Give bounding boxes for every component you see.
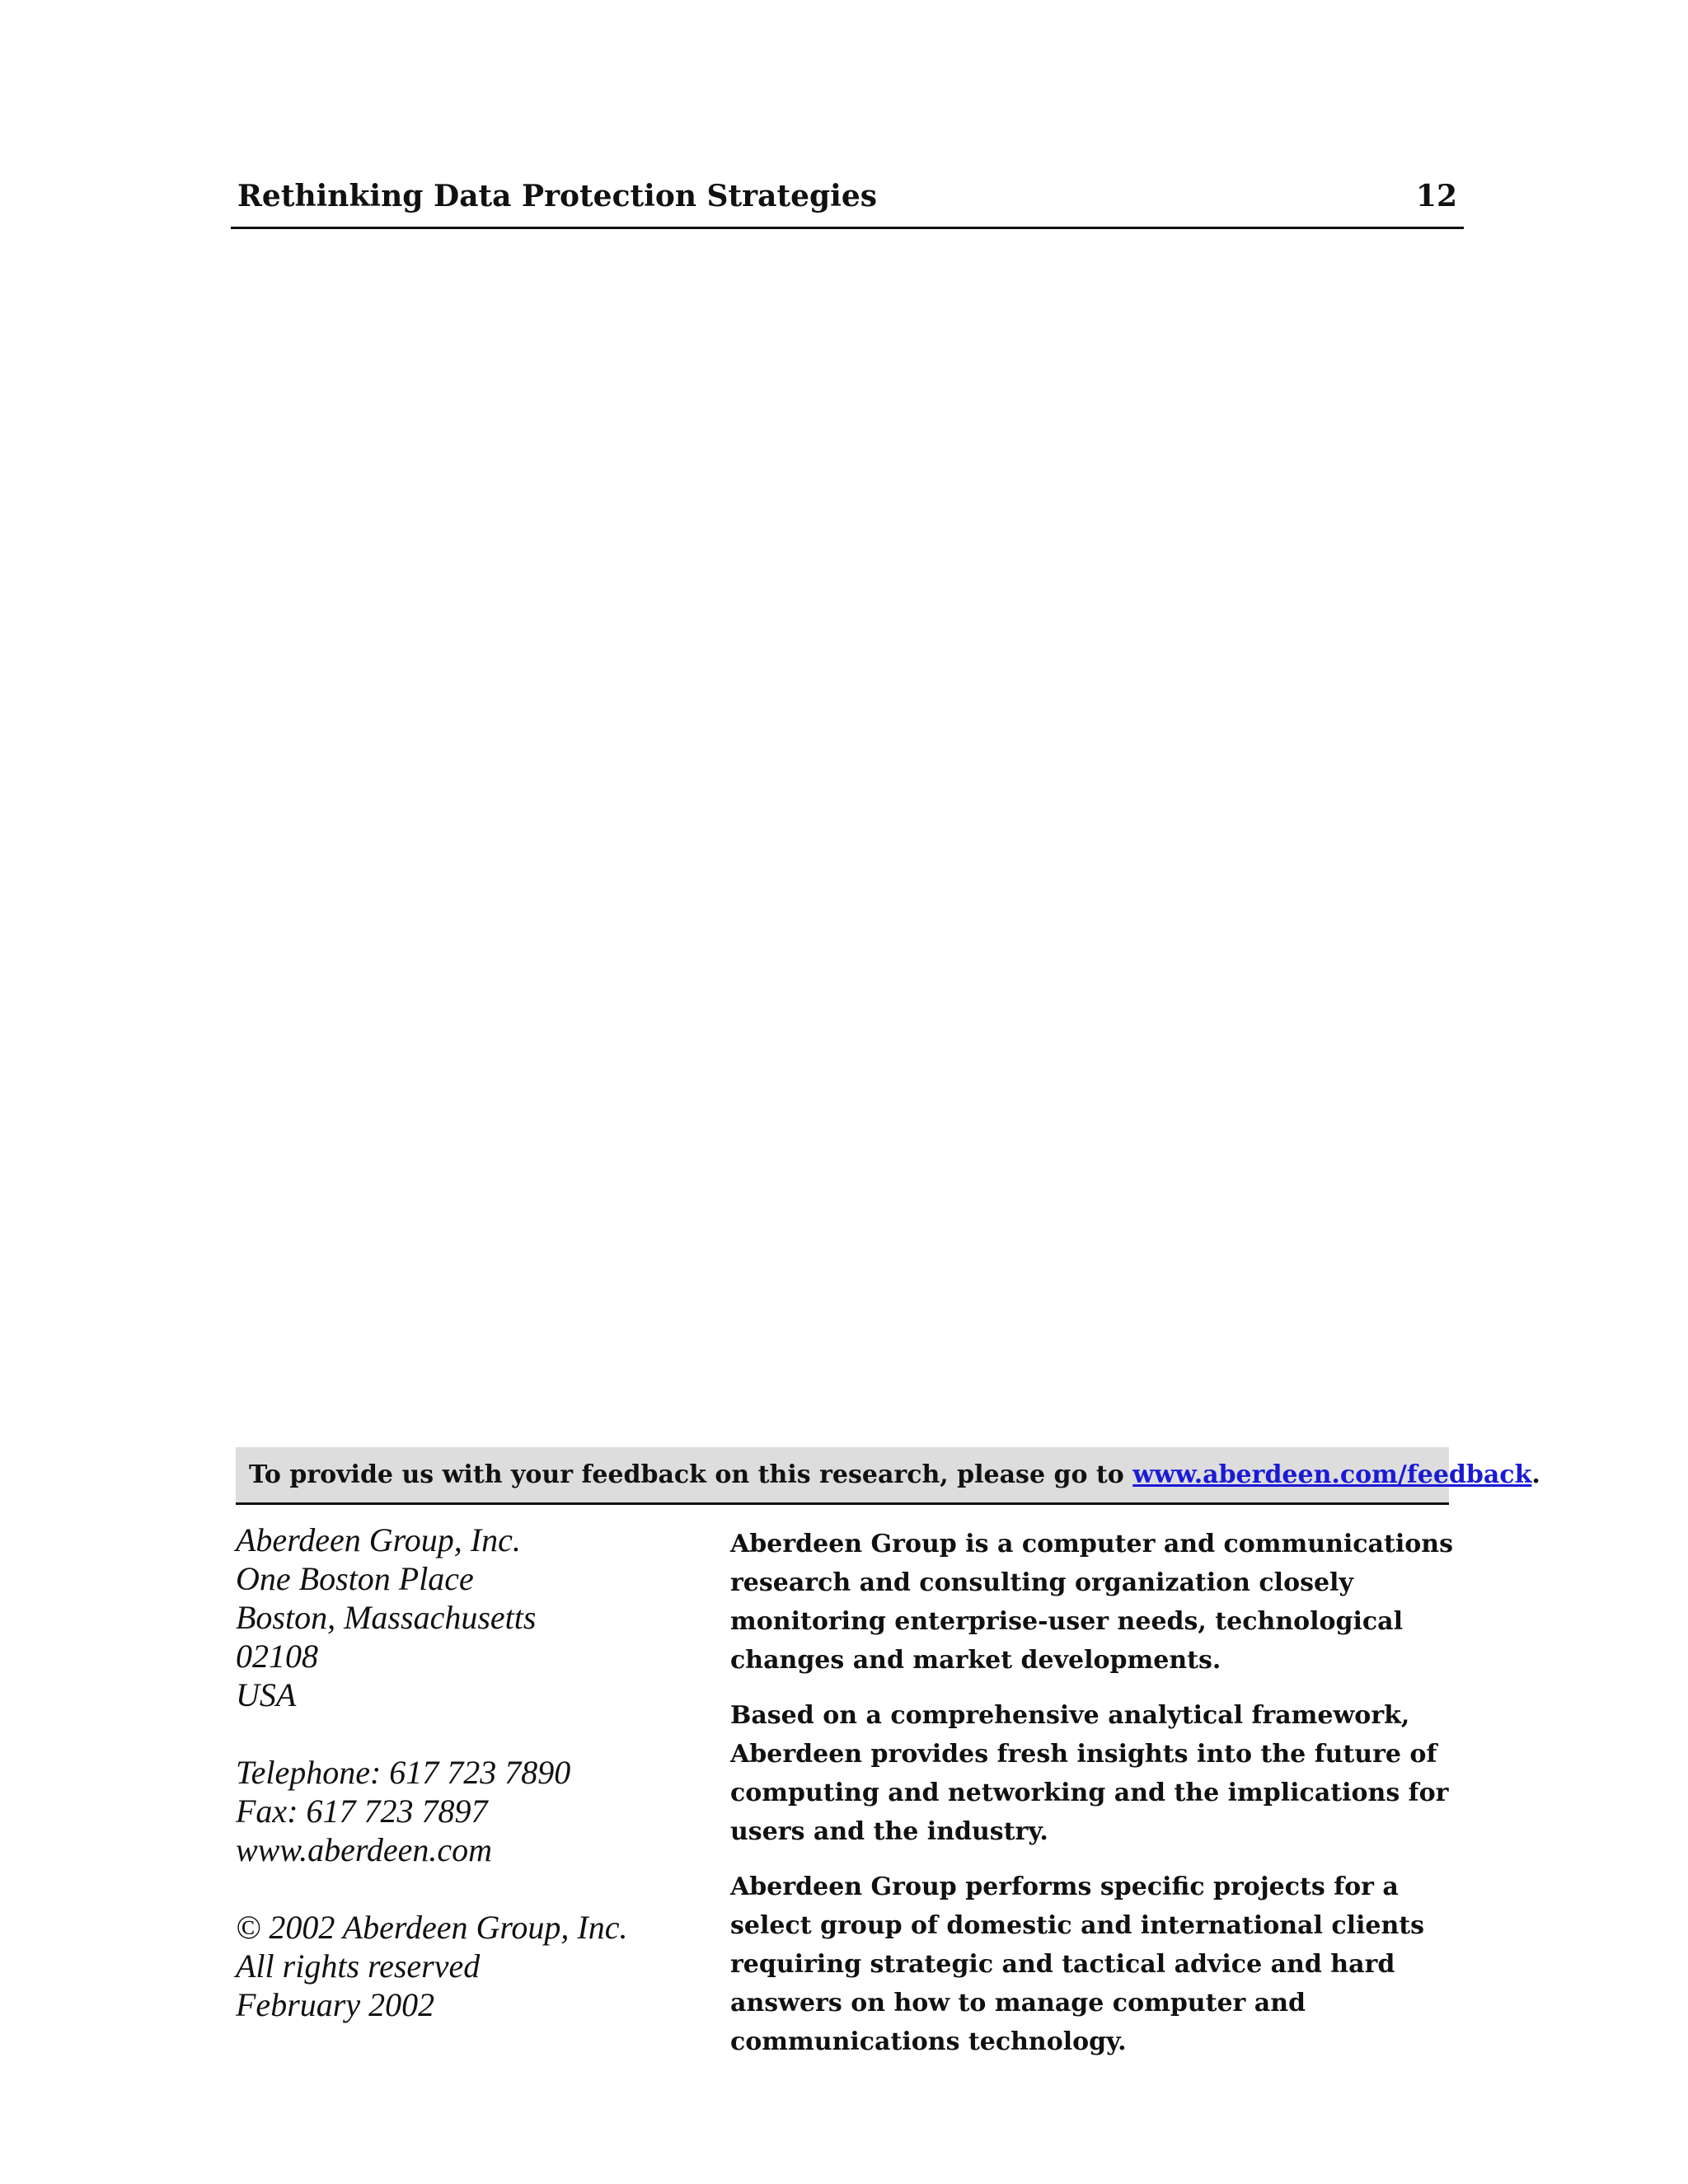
copyright: © 2002 Aberdeen Group, Inc. xyxy=(236,1909,628,1946)
feedback-link[interactable]: www.aberdeen.com/feedback xyxy=(1132,1460,1532,1489)
company-name: Aberdeen Group, Inc. xyxy=(236,1521,521,1558)
page-header xyxy=(231,175,1464,229)
document-title: Rethinking Data Protection Strategies xyxy=(237,179,878,213)
address-line-2: Boston, Massachusetts xyxy=(236,1599,537,1636)
spacer xyxy=(236,1869,714,1908)
feedback-text: To provide us with your feedback on this research, please go to xyxy=(249,1460,1133,1489)
zip-code: 02108 xyxy=(236,1638,318,1675)
fax: Fax: 617 723 7897 xyxy=(236,1793,488,1830)
spacer xyxy=(236,1714,714,1753)
feedback-banner xyxy=(236,1447,1540,1505)
about-aberdeen xyxy=(730,1525,1456,2078)
country: USA xyxy=(236,1676,297,1713)
publication-date: February 2002 xyxy=(236,1986,435,2023)
page-number: 12 xyxy=(1415,179,1457,213)
rights-reserved: All rights reserved xyxy=(236,1947,481,1985)
contact-info xyxy=(236,1521,714,2024)
feedback-period: . xyxy=(1531,1460,1540,1489)
about-paragraph-3: Aberdeen Group performs specific projects for a select group of domestic and international clients requiring strategic and tactical advice and hard answers on how to manage computer and communications technology. xyxy=(730,1872,1425,2056)
about-paragraph-1: Aberdeen Group is a computer and communications research and consulting organization closely monitoring enterprise-user needs, technological changes and market developments. xyxy=(730,1530,1453,1675)
about-paragraph-2: Based on a comprehensive analytical framework, Aberdeen provides fresh insights into the future of computing and networking and the implications for users and the industry. xyxy=(730,1701,1449,1846)
address-line-1: One Boston Place xyxy=(236,1560,474,1597)
website: www.aberdeen.com xyxy=(236,1831,493,1868)
telephone: Telephone: 617 723 7890 xyxy=(236,1754,571,1791)
